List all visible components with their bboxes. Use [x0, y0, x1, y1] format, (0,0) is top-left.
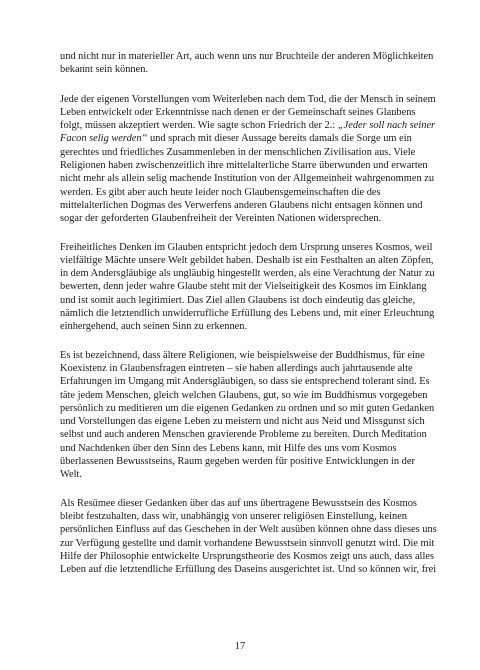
paragraph-4: Es ist bezeichnend, dass ältere Religionen, wie beispielsweise der Buddhismus, für eine Koexistenz in Glaubensfragen eintreten – sie haben allerdings auch jahrtausende alte Erfahrungen im Umgang mit Andersgläubigen, so dass sie entsprechend tolerant sind. Es täte jedem Menschen, gleich welchen Glaubens, gut, so wie im Buddhismus vorgegeben persönlich zu meditieren um die eigenen Gedanken zu ordnen und so mit guten Gedanken und Vorstellungen das eigene Leben zu meistern und nicht aus Neid und Missgunst sich selbst und auch anderen Menschen gravierende Probleme zu bereiten. Durch Meditation und Nachdenken über den Sinn des Lebens kann, mit Hilfe des uns vom Kosmos überlassenen Bewusstseins, Raum gegeben werden für positive Entwicklungen in der Welt. [60, 349, 435, 481]
body-text [60, 50, 438, 591]
paragraph-1: und nicht nur in materieller Art, auch wenn uns nur Bruchteile der anderen Möglichkeiten bekannt sein können. [60, 51, 434, 76]
quote-emphasis: „Jeder soll nach seiner Facon selig werden“ [60, 120, 436, 145]
page-number: 17 [234, 641, 246, 652]
paragraph-2 [60, 93, 438, 226]
paragraph-2-after: und sprach mit dieser Aussage bereits damals die Sorge um ein gerechtes und friedliches Zusammenleben in der menschlichen Zivilisation aus. Viele Religionen haben zwischenzeitlich ihre mittelalterliche Starre überwunden und erwarten nicht mehr als allein selig machende Institution von der Allgemeinheit wahrgenommen zu werden. Es gibt aber auch heute leider noch Glaubensgemeinschaften die des mittelalterlichen Dogmas des Verwerfens anderen Glaubens nicht entsagen können und sogar der geforderten Glaubenfreiheit der Vereinten Nationen widersprechen. [60, 133, 435, 225]
paragraph-3: Freiheitliches Denken im Glauben entspricht jedoch dem Ursprung unseres Kosmos, weil vielfältige Mächte unsere Welt gebildet haben. Deshalb ist ein Festhalten an alten Zöpfen, in dem Andersgläubige als ungläubig hingestellt werden, als eine Verachtung der Natur zu bewerten, denn jeder wahre Glaube steht mit der Vielseitigkeit des Kosmos im Einklang und ist somit auch legitimiert. Das Ziel allen Glaubens ist doch eindeutig das gleiche, nämlich die letztendlich unwiderrufliche Erfüllung des Lebens und, mit einer Erleuchtung einhergehend, auch seinen Sinn zu erkennen. [60, 241, 435, 333]
paragraph-5: Als Resümee dieser Gedanken über das auf uns übertragene Bewusstsein des Kosmos bleibt festzuhalten, dass wir, unabhängig von unserer religiösen Einstellung, keinen persönlichen Einfluss auf das Geschehen in der Welt ausüben können ohne dass dieses uns zur Verfügung gestellte und damit vorhandene Bewusstsein sinnvoll genutzt wird. Die mit Hilfe der Philosophie entwickelte Ursprungstheorie des Kosmos zeigt uns auch, dass alles Leben auf die letztendliche Erfüllung des Daseins ausgerichtet ist. Und so können wir, frei [60, 497, 437, 576]
paragraph-2-before: Jede der eigenen Vorstellungen vom Weiterleben nach dem Tod, die der Mensch in seinem Leben entwickelt oder Erkenntnisse nach denen er der Gemeinschaft seines Glaubens folgt, müssen akzeptiert werden. Wie sagte schon Friedrich der 2.: [60, 93, 436, 132]
